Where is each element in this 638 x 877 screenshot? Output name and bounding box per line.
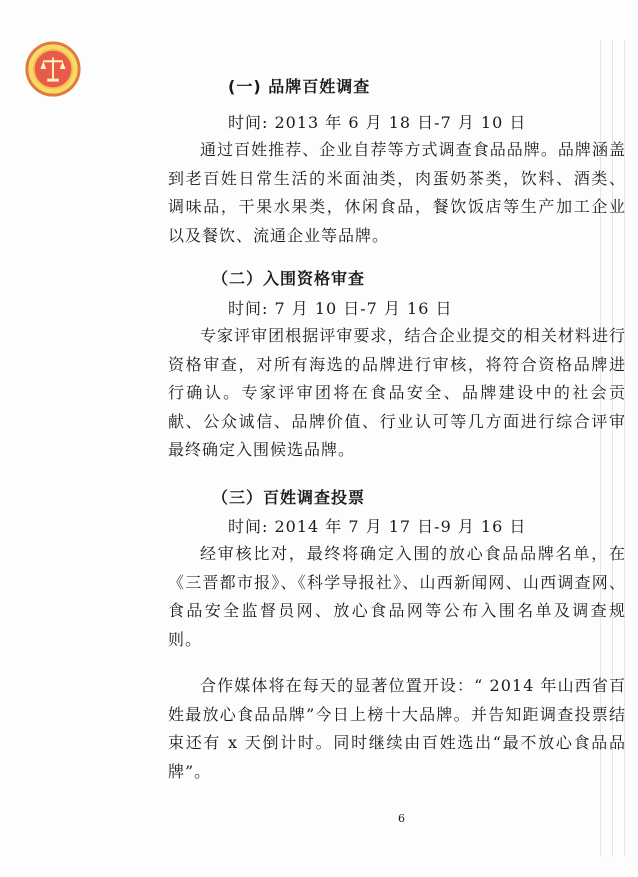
section-paragraph: 经审核比对，最终将确定入围的放心食品品牌名单，在《三晋都市报》、《科学导报社》、山西新闻网、山西调查网、食品安全监督员网、放心食品网等公布入围名单及调查规则。	[168, 544, 626, 649]
section-time: 时间: 2013 年 6 月 18 日-7 月 10 日	[228, 113, 527, 132]
section-time: 时间: 7 月 10 日-7 月 16 日	[228, 299, 453, 318]
section-paragraph: 通过百姓推荐、企业自荐等方式调查食品品牌。品牌涵盖到老百姓日常生活的米面油类，肉蛋奶茶类，饮料、酒类、调味品，干果水果类，休闲食品，餐饮饭店等生产加工企业以及餐饮、流通企业等品牌。	[168, 140, 626, 245]
section-heading: （二）入围资格审查	[212, 269, 366, 288]
section-heading: (一) 品牌百姓调查	[228, 77, 371, 96]
section-heading: （三）百姓调查投票	[212, 488, 366, 507]
section-paragraph: 合作媒体将在每天的显著位置开设：“ 2014 年山西省百姓最放心食品品牌”今日上榜十大品牌。并告知距调查投票结束还有 x 天倒计时。同时继续由百姓选出“最不放心食品品牌”。	[168, 676, 626, 781]
page-number: 6	[398, 812, 405, 825]
section-time: 时间: 2014 年 7 月 17 日-9 月 16 日	[228, 517, 527, 536]
section-paragraph: 专家评审团根据评审要求，结合企业提交的相关材料进行资格审查，对所有海选的品牌进行审核，将符合资格品牌进行确认。专家评审团将在食品安全、品牌建设中的社会贡献、公众诚信、品牌价值、行业认可等几方面进行综合评审最终确定入围候选品牌。	[168, 326, 626, 460]
official-seal-icon	[24, 40, 82, 98]
